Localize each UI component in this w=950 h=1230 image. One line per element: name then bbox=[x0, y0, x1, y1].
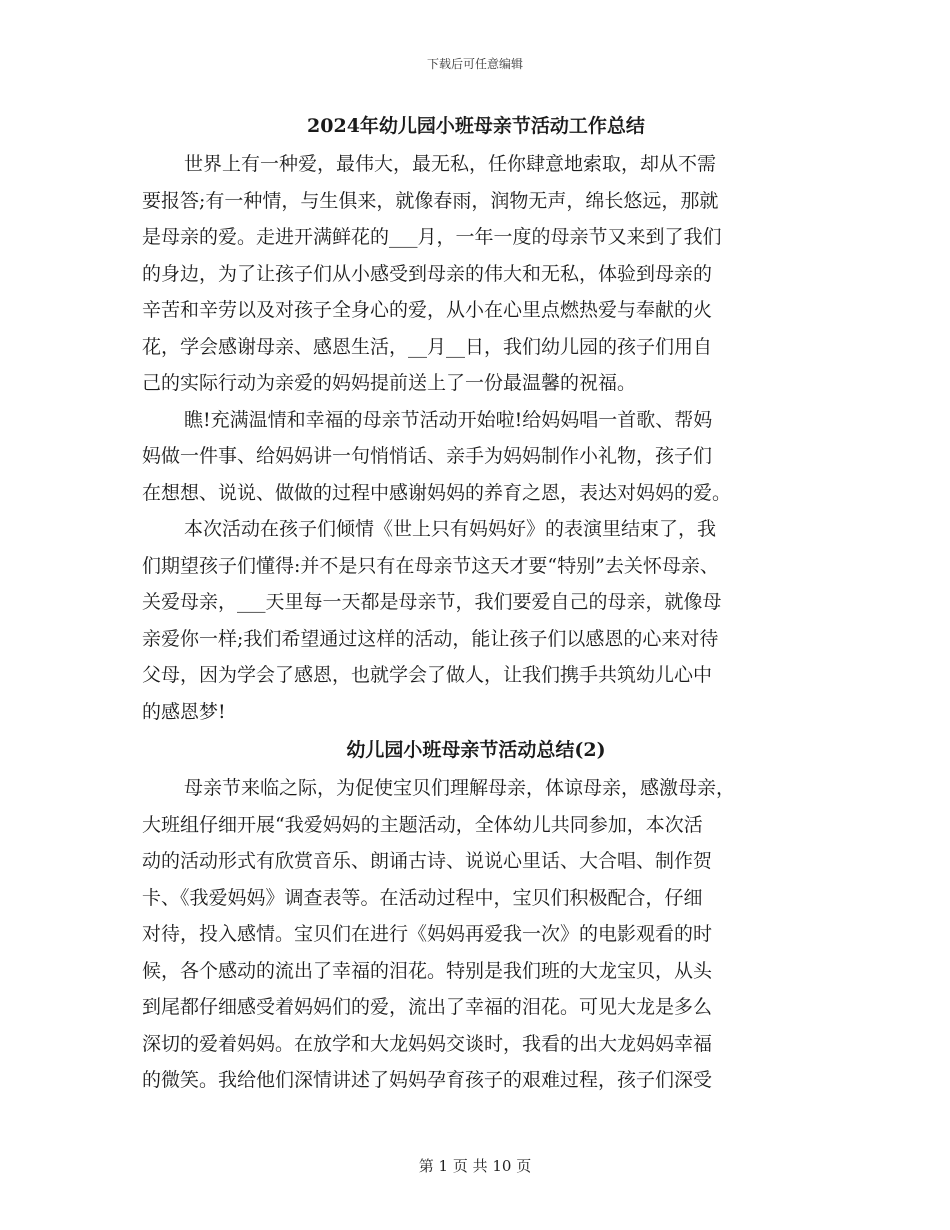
section-1 bbox=[142, 146, 810, 730]
text-line: 卡、《我爱妈妈》调查表等。在活动过程中，宝贝们积极配合，仔细 bbox=[142, 886, 703, 909]
text-line: 辛苦和辛劳以及对孩子全身心的爱，从小在心里点燃热爱与奉献的火 bbox=[142, 299, 713, 321]
text-line: 母亲节来临之际，为促使宝贝们理解母亲，体谅母亲，感激母亲， bbox=[184, 777, 736, 799]
page-header-note: 下载后可任意编辑 bbox=[426, 57, 523, 71]
text-line: 候，各个感动的流出了幸福的泪花。特别是我们班的大龙宝贝，从头 bbox=[142, 959, 713, 982]
document-title: 2024年幼儿园小班母亲节活动工作总结 bbox=[307, 115, 645, 137]
section-2 bbox=[142, 770, 810, 1099]
text-line: 们期望孩子们懂得:并不是只有在母亲节这天才要“特别”去关怀母亲、 bbox=[142, 554, 719, 577]
paragraph bbox=[142, 402, 810, 512]
text-line: 世界上有一种爱，最伟大，最无私，任你肆意地索取，却从不需 bbox=[184, 153, 717, 175]
paragraph bbox=[142, 770, 810, 1099]
text-line: 关爱母亲，___天里每一天都是母亲节，我们要爱自己的母亲，就像母 bbox=[142, 591, 722, 613]
text-line: 到尾都仔细感受着妈妈们的爱，流出了幸福的泪花。可见大龙是多么 bbox=[142, 996, 713, 1018]
text-line: 深切的爱着妈妈。在放学和大龙妈妈交谈时，我看的出大龙妈妈幸福 bbox=[142, 1032, 713, 1055]
text-line: 动的活动形式有欣赏音乐、朗诵古诗、说说心里话、大合唱、制作贺 bbox=[142, 850, 713, 872]
paragraph bbox=[142, 146, 810, 402]
text-line: 对待，投入感情。宝贝们在进行《妈妈再爱我一次》的电影观看的时 bbox=[142, 923, 713, 945]
text-line: 本次活动在孩子们倾情《世上只有妈妈好》的表演里结束了，我 bbox=[184, 518, 717, 540]
text-line: 的身边，为了让孩子们从小感受到母亲的伟大和无私，体验到母亲的 bbox=[142, 262, 713, 285]
document-body bbox=[142, 106, 810, 1099]
text-line: 是母亲的爱。走进开满鲜花的___月，一年一度的母亲节又来到了我们 bbox=[142, 226, 722, 248]
text-line: 妈做一件事、给妈妈讲一句悄悄话、亲手为妈妈制作小礼物，孩子们 bbox=[142, 445, 713, 467]
text-line: 的感恩梦! bbox=[142, 700, 226, 723]
text-line: 己的实际行动为亲爱的妈妈提前送上了一份最温馨的祝福。 bbox=[142, 372, 637, 394]
text-line: 在想想、说说、做做的过程中感谢妈妈的养育之恩，表达对妈妈的爱。 bbox=[142, 481, 732, 504]
page-footer: 第 1 页 共 10 页 bbox=[418, 1157, 532, 1175]
text-line: 亲爱你一样;我们希望通过这样的活动，能让孩子们以感恩的心来对待 bbox=[142, 627, 719, 650]
text-line: 要报答;有一种情，与生俱来，就像春雨，润物无声，绵长悠远，那就 bbox=[142, 189, 719, 212]
paragraph bbox=[142, 511, 810, 730]
text-line: 花，学会感谢母亲、感恩生活，__月__日，我们幼儿园的孩子们用自 bbox=[142, 335, 713, 358]
text-line: 大班组仔细开展“我爱妈妈的主题活动，全体幼儿共同参加，本次活 bbox=[142, 813, 703, 836]
text-line: 瞧!充满温情和幸福的母亲节活动开始啦!给妈妈唱一首歌、帮妈 bbox=[184, 408, 713, 431]
text-line: 的微笑。我给他们深情讲述了妈妈孕育孩子的艰难过程，孩子们深受 bbox=[142, 1069, 713, 1091]
text-line: 父母，因为学会了感恩，也就学会了做人，让我们携手共筑幼儿心中 bbox=[142, 664, 713, 686]
section-2-title: 幼儿园小班母亲节活动总结(2) bbox=[346, 739, 606, 761]
